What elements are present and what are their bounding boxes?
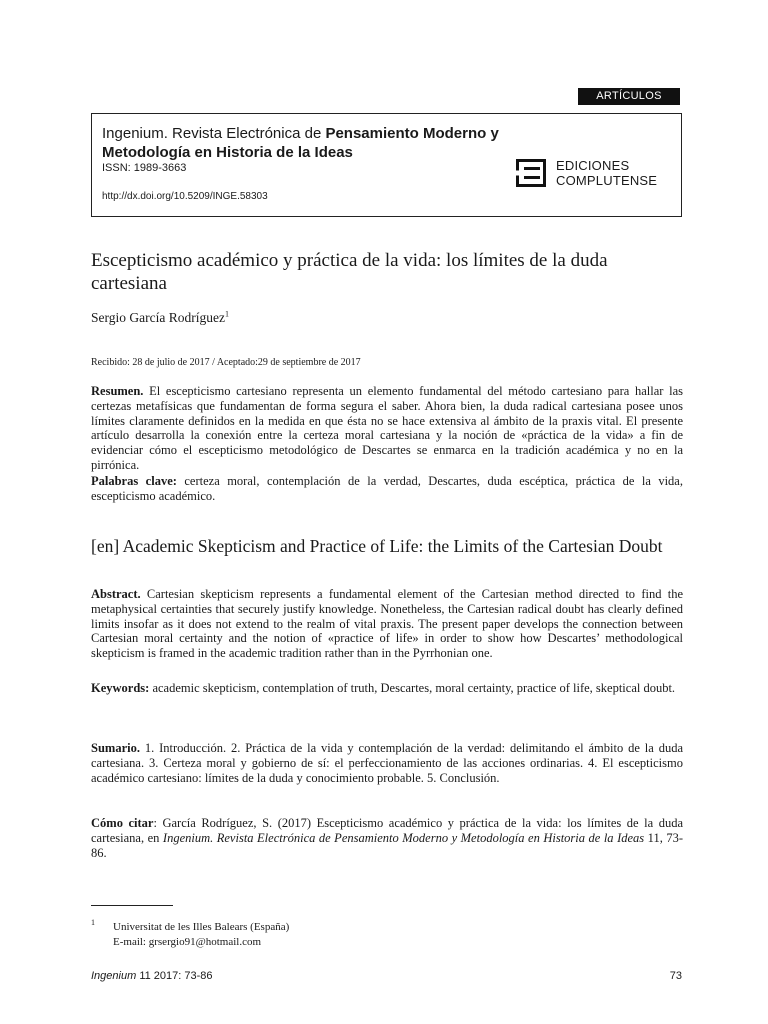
issn: ISSN: 1989-3663 <box>102 162 187 174</box>
resumen-label: Resumen. <box>91 384 144 398</box>
author-name-text: Sergio García Rodríguez <box>91 310 225 325</box>
footnote-text <box>113 920 289 949</box>
section-label: ARTÍCULOS <box>578 88 680 105</box>
footer-journal: Ingenium <box>91 970 137 982</box>
abstract-label: Abstract. <box>91 587 141 601</box>
resumen-paragraph <box>91 384 683 473</box>
running-footer <box>91 970 213 982</box>
como-citar-paragraph <box>91 816 683 860</box>
sumario-paragraph <box>91 741 683 785</box>
journal-title-prefix: Ingenium. Revista Electrónica de <box>102 125 326 142</box>
palabras-clave-text: certeza moral, contemplación de la verdad, Descartes, duda escéptica, práctica de la vida, escepticismo académico. <box>91 474 683 503</box>
keywords-label: Keywords: <box>91 681 150 695</box>
footnote-divider <box>91 905 173 906</box>
abstract-paragraph <box>91 587 683 661</box>
journal-title <box>102 124 532 162</box>
author-name <box>91 310 229 326</box>
abstract-text: Cartesian skepticism represents a fundamental element of the Cartesian method directed to find the metaphysical certainties that securely justify knowledge. Nonetheless, the Cartesian radical doubt has clearly defined limits insofar as it does not extend to the realm of vital praxis. The present paper develops the connection between Cartesian moral certainty and the notion of «practice of life» in order to show how Descartes’ methodological skepticism is framed in the academic tradition rather than in the Pyrrhonian one. <box>91 587 683 661</box>
article-title-es: Escepticismo académico y práctica de la vida: los límites de la duda cartesiana <box>91 250 608 294</box>
como-citar-pages: 11, 73-86. <box>91 830 683 860</box>
keywords-paragraph <box>91 681 683 696</box>
sumario-text: 1. Introducción. 2. Práctica de la vida y contemplación de la verdad: delimitando el ámbito de la duda cartesiana. 3. Certeza moral y gobierno de sí: el perfeccionamiento de las acciones ordinarias. 4. El escepticismo académico cartesiano: límites de la duda y conocimiento probable. 5. Conclusión. <box>91 741 683 785</box>
author-footnote-ref[interactable]: 1 <box>224 309 229 319</box>
footer-issue: 11 2017: 73-86 <box>136 970 213 982</box>
journal-header-box <box>91 113 682 217</box>
resumen-text: El escepticismo cartesiano representa un elemento fundamental del método cartesiano para hallar las certezas metafísicas que fundamentan de forma segura el saber. Ahora bien, la duda radical cartesiana posee unos límites claramente definidos en la medida en que ésta no se hace extensiva al ámbito de la praxis vital. El presente artículo desarrolla la conexión entre la certeza moral cartesiana y la noción de «práctica de la vida» a fin de evidenciar cómo el escepticismo metodológico de Descartes se enmarca en la tradición académica y no en la pirrónica. <box>91 384 683 472</box>
footnote-affiliation: Universitat de les Illes Balears (España) <box>113 921 290 933</box>
palabras-clave-label: Palabras clave: <box>91 474 177 488</box>
como-citar-label: Cómo citar <box>91 816 154 830</box>
publisher-logo-block <box>516 158 657 188</box>
publisher-name <box>556 158 657 188</box>
footnote-mark: 1 <box>91 918 95 927</box>
como-citar-text: : García Rodríguez, S. (2017) Escepticismo académico y práctica de la vida: los límites de la duda cartesiana, en <box>91 816 683 845</box>
footnote-email[interactable]: E-mail: grsergio91@hotmail.com <box>113 935 262 948</box>
como-citar-journal: Ingenium. Revista Electrónica de Pensamiento Moderno y Metodología en Historia de la Ideas <box>162 830 645 845</box>
publisher-name-line2: COMPLUTENSE <box>556 173 658 188</box>
doi-link[interactable]: http://dx.doi.org/10.5209/INGE.58303 <box>102 191 268 202</box>
journal-title-bold: Pensamiento Moderno y Metodología en Historia de la Ideas <box>102 125 499 161</box>
palabras-clave-paragraph <box>91 474 683 504</box>
article-title-en: [en] Academic Skepticism and Practice of Life: the Limits of the Cartesian Doubt <box>91 536 663 556</box>
publisher-name-line1: EDICIONES <box>556 158 630 173</box>
received-accepted-dates: Recibido: 28 de julio de 2017 / Aceptado:29 de septiembre de 2017 <box>91 357 361 368</box>
keywords-text: academic skepticism, contemplation of truth, Descartes, moral certainty, practice of life, skeptical doubt. <box>149 681 676 695</box>
sumario-label: Sumario. <box>91 741 140 755</box>
ediciones-complutense-logo-icon <box>516 159 546 187</box>
page-number: 73 <box>669 970 682 982</box>
